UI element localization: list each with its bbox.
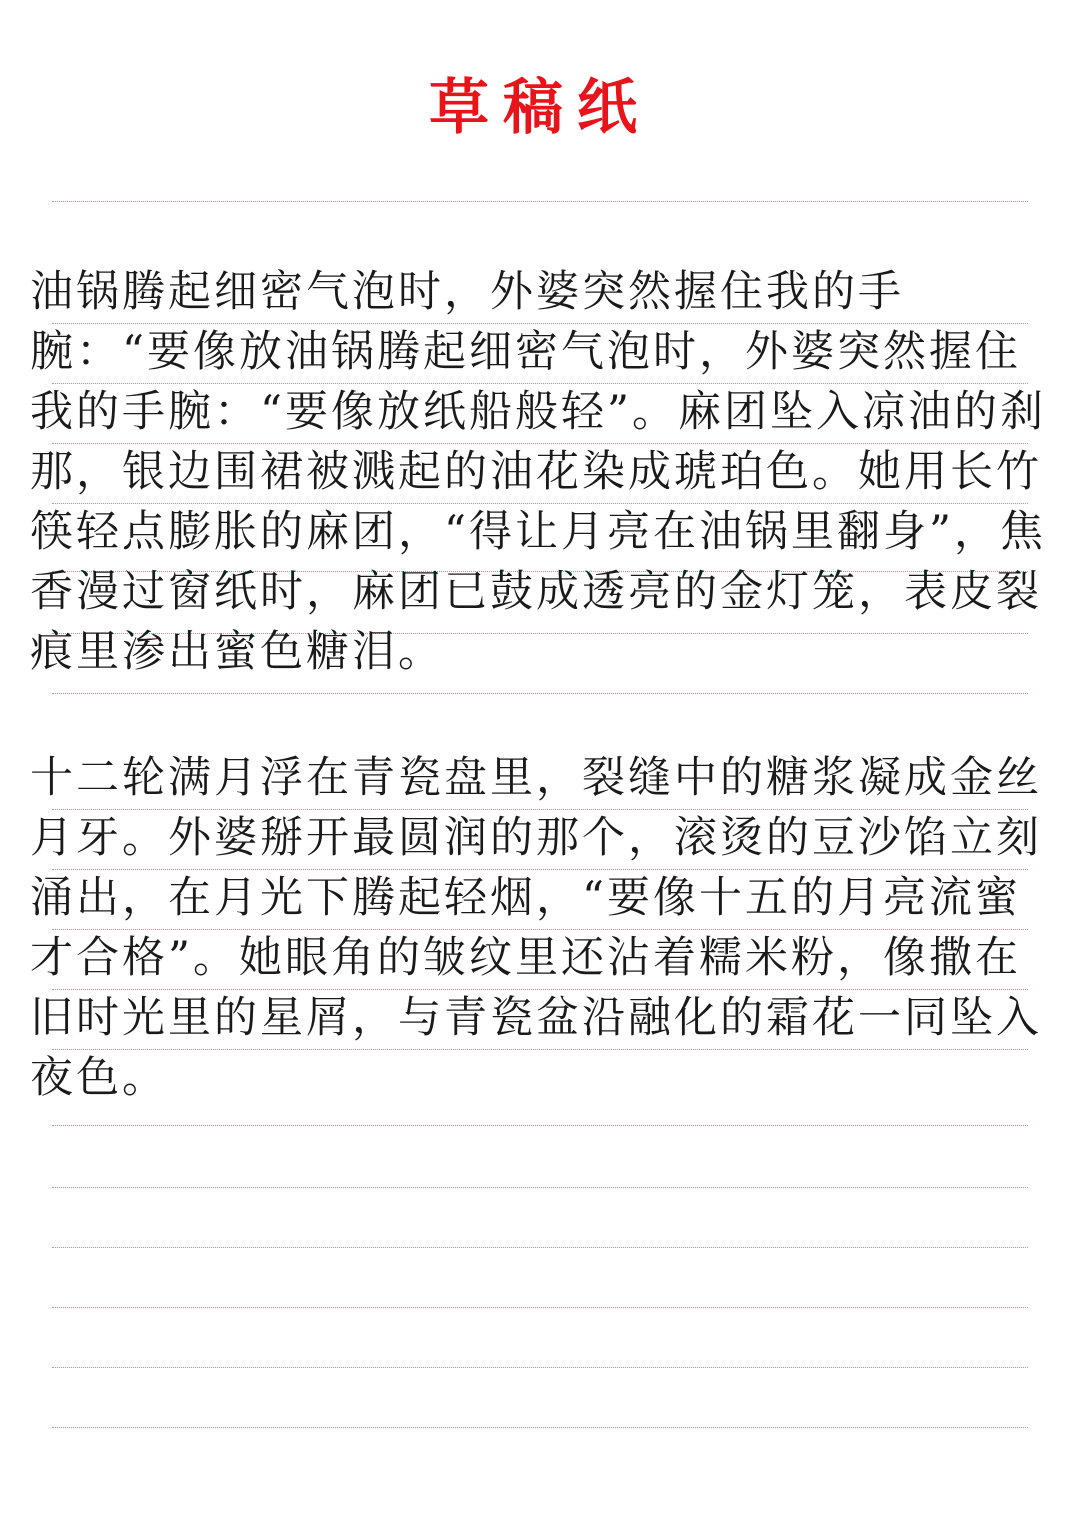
rule-line — [52, 1187, 1028, 1188]
rule-line — [52, 693, 1028, 694]
paragraph-1: 油锅腾起细密气泡时，外婆突然握住我的手腕：“要像放油锅腾起细密气泡时，外婆突然握住我的手腕：“要像放纸船般轻”。麻团坠入凉油的刹那，银边围裙被溅起的油花染成琥珀色。她用长竹筷轻点膨胀的麻团，“得让月亮在油锅里翻身”，焦香漫过窗纸时，麻团已鼓成透亮的金灯笼，表皮裂痕里渗出蜜色糖泪。 — [30, 267, 1046, 677]
rule-line — [52, 1427, 1028, 1428]
rule-line — [52, 201, 1028, 202]
paragraph-2: 十二轮满月浮在青瓷盘里，裂缝中的糖浆凝成金丝月牙。外婆掰开最圆润的那个，滚烫的豆沙馅立刻涌出，在月光下腾起轻烟，“要像十五的月亮流蜜才合格”。她眼角的皱纹里还沾着糯米粉，像撒在旧时光里的星屑，与青瓷盆沿融化的霜花一同坠入夜色。 — [30, 753, 1042, 1103]
rule-line — [52, 1307, 1028, 1308]
rule-line — [52, 1125, 1028, 1126]
page-title: 草稿纸 — [429, 73, 651, 143]
rule-line — [52, 1367, 1028, 1368]
rule-line — [52, 1247, 1028, 1248]
